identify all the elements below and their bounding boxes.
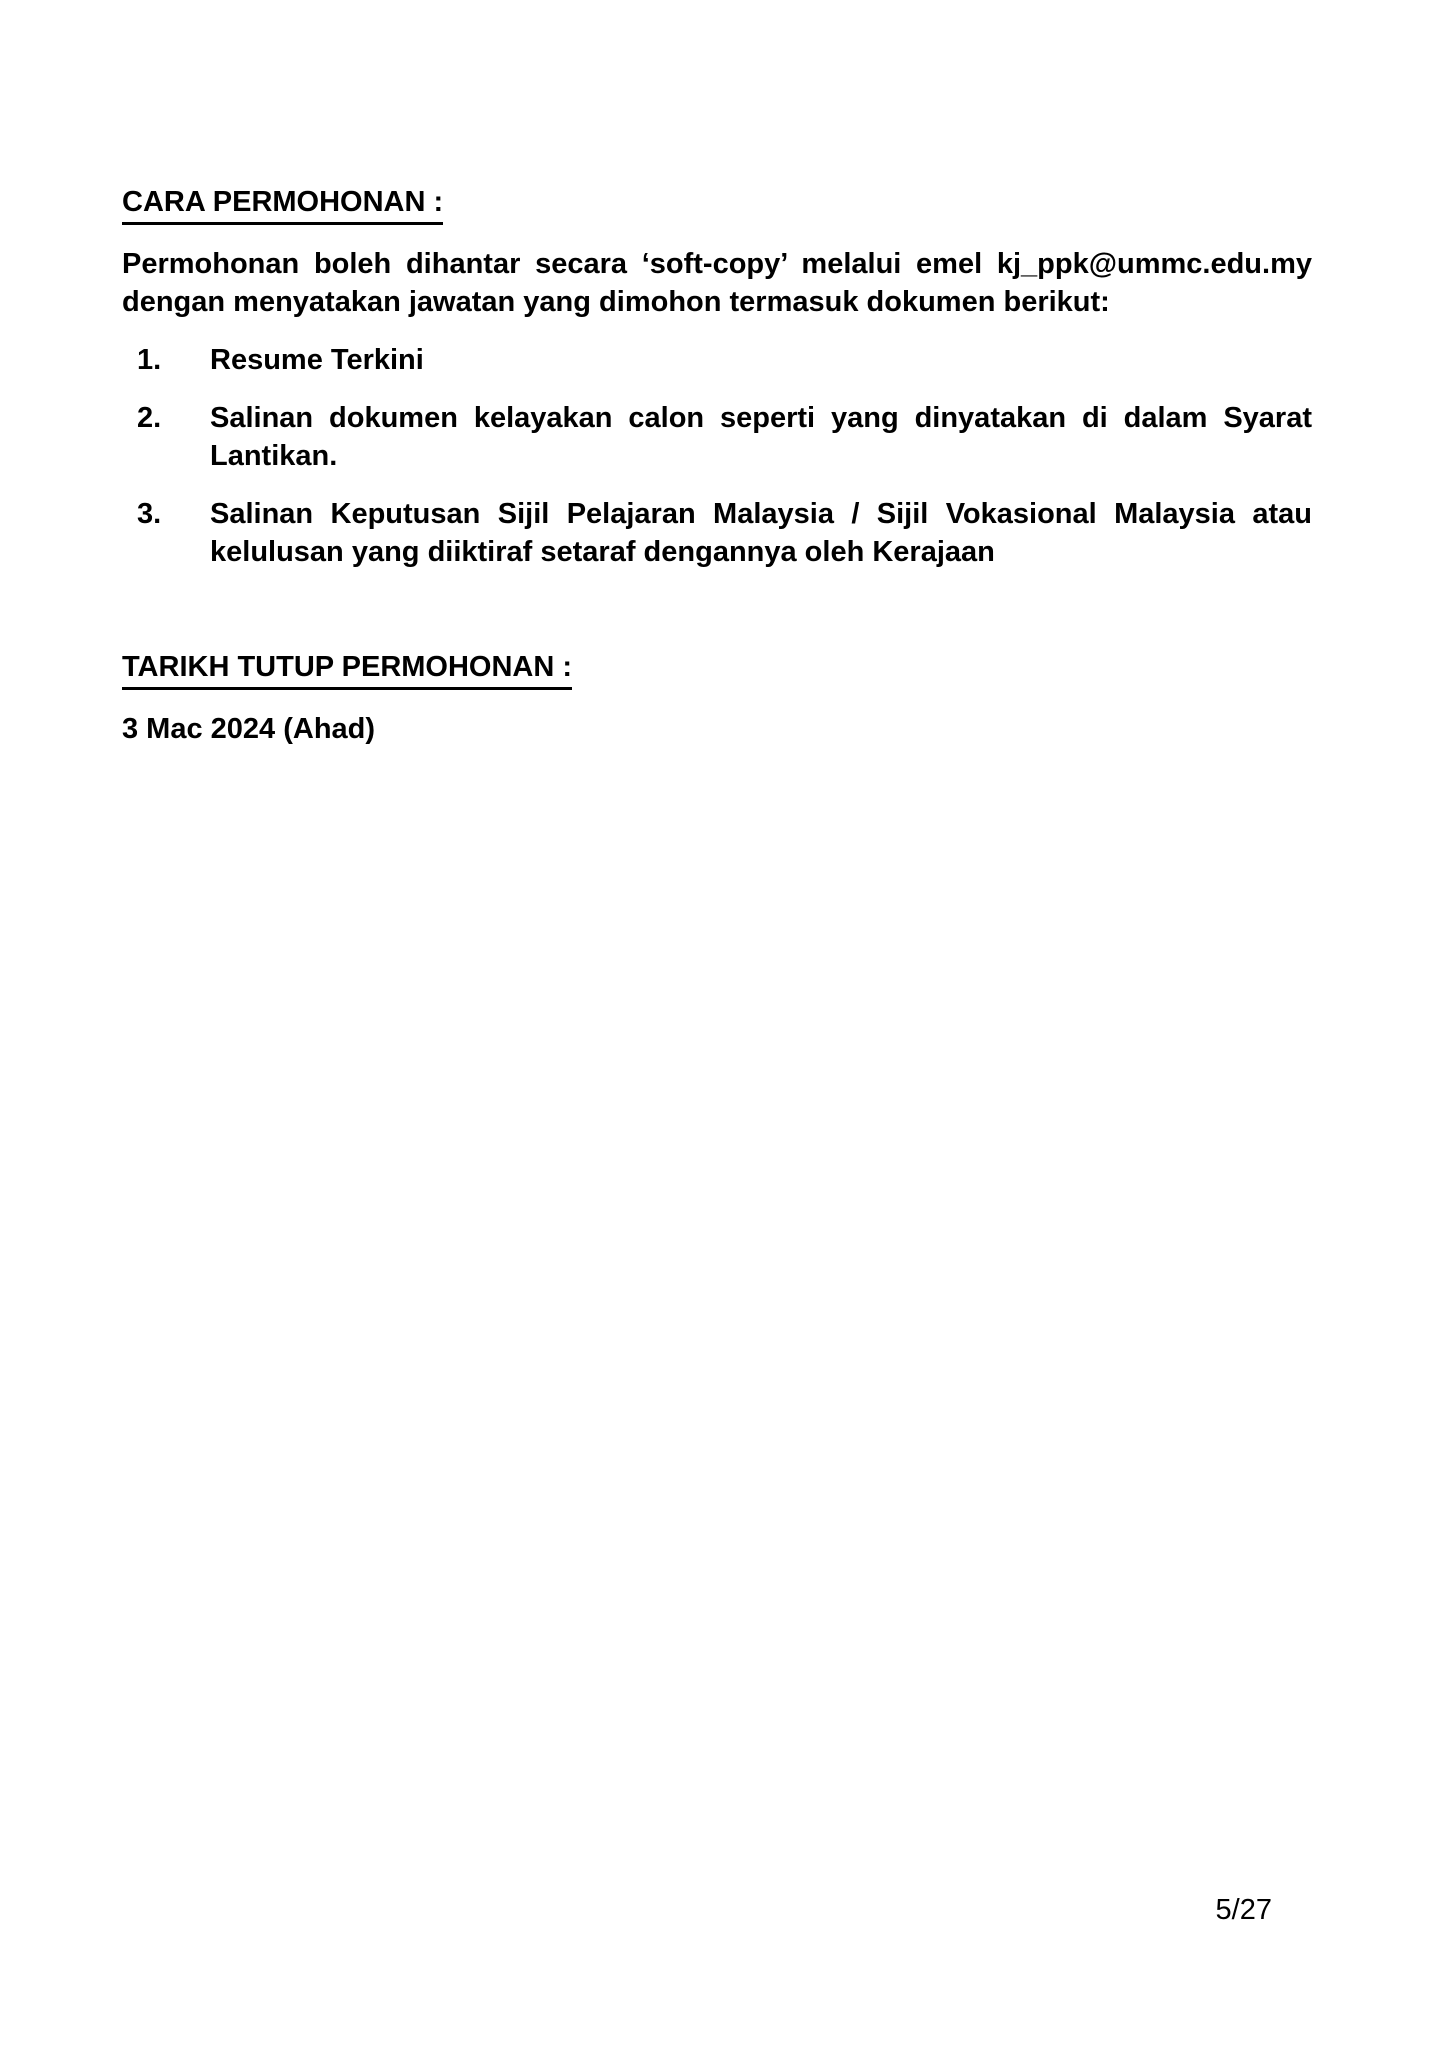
list-item-number: 3. bbox=[137, 498, 162, 530]
list-item-text: Salinan dokumen kelayakan calon seperti yang dinyatakan di dalam Syarat Lantikan. bbox=[210, 402, 1312, 472]
list-item bbox=[122, 495, 1312, 571]
list-item bbox=[122, 399, 1312, 475]
application-intro-paragraph: Permohonan boleh dihantar secara ‘soft-copy’ melalui emel kj_ppk@ummc.edu.my dengan menyatakan jawatan yang dimohon termasuk dokumen berikut: bbox=[122, 248, 1312, 318]
list-item-text: Salinan Keputusan Sijil Pelajaran Malaysia / Sijil Vokasional Malaysia atau kelulusan yang diiktiraf setaraf dengannya oleh Kerajaan bbox=[210, 498, 1312, 568]
section-application-method bbox=[122, 183, 1312, 225]
list-item bbox=[122, 341, 1312, 379]
list-item-number: 2. bbox=[137, 402, 162, 434]
application-method-heading: CARA PERMOHONAN : bbox=[122, 183, 443, 225]
page-number: 5/27 bbox=[1215, 1894, 1272, 1926]
list-item-text: Resume Terkini bbox=[210, 344, 424, 376]
closing-date-value: 3 Mac 2024 (Ahad) bbox=[122, 713, 376, 745]
closing-date-heading: TARIKH TUTUP PERMOHONAN : bbox=[122, 648, 572, 690]
section-closing-date bbox=[122, 648, 1312, 690]
document-content bbox=[0, 0, 1448, 748]
list-item-number: 1. bbox=[137, 344, 162, 376]
